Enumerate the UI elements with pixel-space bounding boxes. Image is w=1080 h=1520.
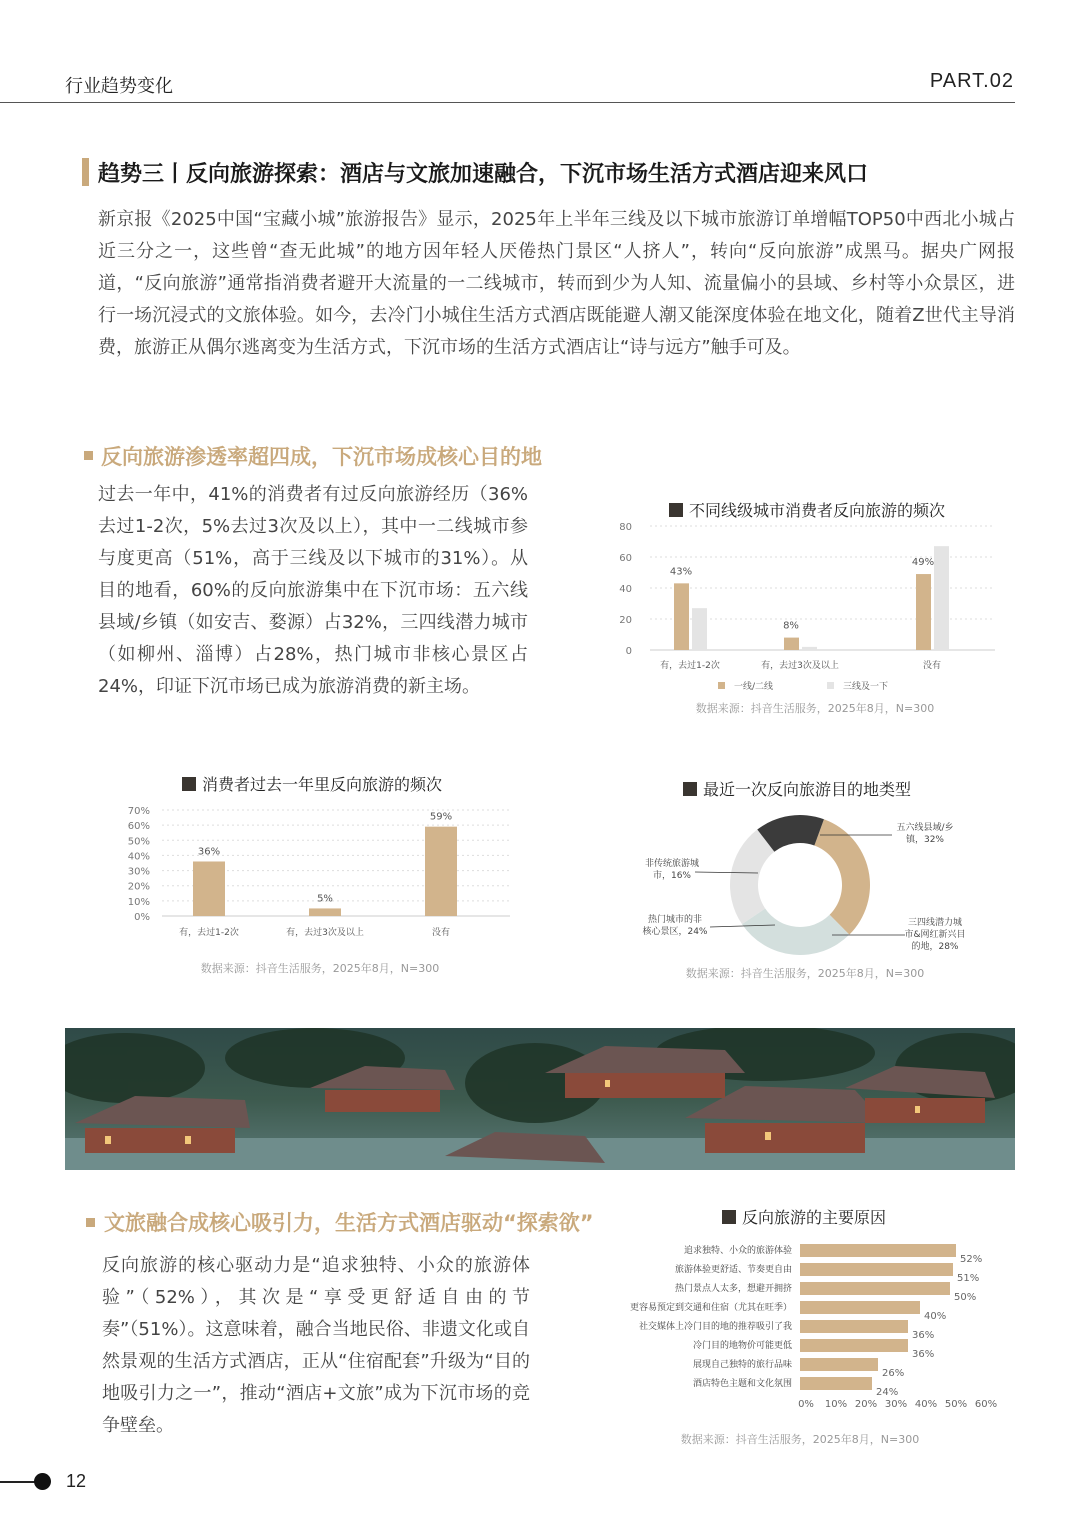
page-number: 12 [66, 1471, 87, 1491]
slice-label: 五六线县域/乡镇，32% [896, 823, 954, 845]
bar [800, 1282, 950, 1295]
chart-icon [669, 503, 683, 517]
y-tick-label: 0% [134, 912, 150, 923]
category-label: 热门景点人太多，想避开拥挤 [674, 1284, 792, 1294]
bar [800, 1339, 908, 1352]
x-tick-label: 40% [914, 1399, 938, 1410]
legend-label: 一线/二线 [734, 682, 774, 692]
y-tick-label: 40 [619, 584, 632, 595]
hotel-photo [65, 1028, 1015, 1170]
slice-label: 非传统旅游城市，16% [644, 859, 700, 881]
data-label: 51% [957, 1273, 980, 1284]
bar-tier12 [916, 574, 931, 650]
chart-main-reasons [600, 1200, 1000, 1455]
data-label: 43% [669, 566, 693, 578]
data-label: 26% [882, 1368, 905, 1379]
y-tick-label: 30% [127, 866, 150, 878]
x-tick-label: 没有 [431, 928, 451, 938]
intro-paragraph: 新京报《2025中国“宝藏小城”旅游报告》显示，2025年上半年三线及以下城市旅游订单增幅TOP50中西北小城占近三分之一，这些曾“查无此城”的地方因年轻人厌倦热门景区“人挤人”，转向“反向旅游”成黑马。据央广网报道，“反向旅游”通常指消费者避开大流量的一二线城市，转而到少为人知、流量偏小的县域、乡村等小众景区，进行一场沉浸式的文旅体验。如今，去冷门小城住生活方式酒店既能避人潮又能深度体验在地文化，随着Z世代主导消费，旅游正从偶尔逃离变为生活方式，下沉市场的生活方式酒店让“诗与远方”触手可及。 [98, 209, 1015, 358]
x-tick-label: 60% [974, 1399, 998, 1410]
bar-tier3 [802, 647, 817, 650]
y-tick-label: 20% [127, 881, 150, 893]
chart-title: 最近一次反向旅游目的地类型 [703, 780, 912, 799]
data-label: 36% [912, 1330, 935, 1341]
header-section-label: 行业趋势变化 [65, 76, 173, 97]
data-label: 8% [783, 620, 799, 632]
bar [800, 1263, 953, 1276]
footer-line [0, 1481, 36, 1483]
slice-label: 热门城市的非核心景区，24% [642, 915, 708, 937]
category-label: 追求独特、小众的旅游体验 [683, 1246, 792, 1256]
legend-swatch-tier3 [827, 682, 834, 689]
y-tick-label: 70% [127, 806, 150, 817]
subheading-bullet [86, 1218, 95, 1227]
category-label: 展现自己独特的旅行品味 [692, 1360, 792, 1370]
bar [800, 1301, 920, 1314]
x-tick-label: 有，去过1-2次 [179, 928, 239, 938]
sub1-paragraph: 过去一年中，41%的消费者有过反向旅游经历（36%去过1-2次，5%去过3次及以上），其中一二线城市参与度更高（51%，高于三线及以下城市的31%）。从目的地看，60%的反向旅游集中在下沉市场：五六线县域/乡镇（如安吉、婺源）占32%，三四线潜力城市（如柳州、淄博）占28%，热门城市非核心景区占24%，印证下沉市场已成为旅游消费的新主场。 [98, 484, 528, 697]
bar [800, 1377, 872, 1390]
x-tick-label: 10% [824, 1399, 848, 1410]
chart-source: 数据来源：抖音生活服务，2025年8月，N=300 [200, 962, 440, 975]
y-tick-label: 0 [625, 646, 632, 657]
chart-icon [722, 1210, 736, 1224]
y-tick-label: 60% [127, 821, 150, 833]
y-tick-label: 60 [619, 553, 632, 564]
data-label: 59% [429, 811, 453, 823]
chart-destination-type [600, 775, 1000, 985]
x-tick-label: 30% [884, 1399, 908, 1410]
category-label: 旅游体验更舒适、节奏更自由 [674, 1265, 792, 1275]
data-label: 24% [876, 1387, 899, 1398]
x-tick-label: 没有 [922, 661, 942, 671]
footer-dot [34, 1473, 51, 1490]
x-tick-label: 有，去过3次及以上 [286, 928, 364, 938]
bar-tier12 [674, 583, 689, 650]
legend-label: 三线及一下 [843, 682, 889, 692]
bar-tier3 [692, 608, 707, 650]
category-label: 社交媒体上冷门目的地的推荐吸引了我 [638, 1322, 792, 1332]
data-label: 50% [954, 1292, 977, 1303]
y-tick-label: 20 [619, 615, 632, 626]
donut-slice [730, 830, 774, 925]
bar [800, 1320, 908, 1333]
section-title: 趋势三丨反向旅游探索：酒店与文旅加速融合，下沉市场生活方式酒店迎来风口 [98, 162, 869, 187]
bar [425, 827, 457, 916]
bar [309, 908, 341, 916]
x-tick-label: 20% [854, 1399, 878, 1410]
x-tick-label: 有，去过1-2次 [660, 661, 720, 671]
sub2-paragraph: 反向旅游的核心驱动力是“追求独特、小众的旅游体验”（52%），其次是“享受更舒适自由的节奏”（51%）。这意味着，融合当地民俗、非遗文化或自然景观的生活方式酒店，正从“住宿配套”升级为“目的地吸引力之一”，推动“酒店+文旅”成为下沉市场的竞争壁垒。 [102, 1255, 530, 1436]
section-title-bar [82, 158, 89, 186]
x-tick-label: 有，去过3次及以上 [761, 661, 839, 671]
y-tick-label: 80 [619, 522, 632, 533]
data-label: 40% [924, 1311, 947, 1322]
subheading-2: 文旅融合成核心吸引力，生活方式酒店驱动“探索欲” [104, 1211, 594, 1235]
chart-source: 数据来源：抖音生活服务，2025年8月，N=300 [695, 702, 935, 715]
x-tick-label: 50% [944, 1399, 968, 1410]
chart-title: 消费者过去一年里反向旅游的频次 [202, 775, 443, 794]
y-tick-label: 50% [127, 836, 150, 848]
bar [800, 1358, 878, 1371]
y-tick-label: 10% [127, 896, 150, 908]
legend-swatch-tier12 [718, 682, 725, 689]
slice-label: 三四线潜力城市&网红新兴目的地，28% [904, 918, 966, 952]
data-label: 5% [317, 893, 333, 905]
chart-icon [683, 782, 697, 796]
category-label: 酒店特色主题和文化氛围 [692, 1379, 792, 1389]
subheading-bullet [84, 451, 93, 460]
chart-past-year-frequency [120, 770, 520, 980]
bar-tier12 [784, 638, 799, 650]
donut-slice [814, 819, 870, 934]
chart-title: 反向旅游的主要原因 [742, 1208, 887, 1227]
data-label: 49% [911, 557, 935, 569]
chart-source: 数据来源：抖音生活服务，2025年8月，N=300 [685, 967, 925, 980]
chart-title: 不同线级城市消费者反向旅游的频次 [689, 501, 946, 520]
y-tick-label: 40% [127, 851, 150, 863]
category-label: 冷门目的地物价可能更低 [692, 1341, 792, 1351]
category-label: 更容易预定到交通和住宿（尤其在旺季） [629, 1303, 792, 1313]
data-label: 36% [912, 1349, 935, 1360]
header-part-label: PART.02 [929, 70, 1014, 92]
x-tick-label: 0% [798, 1399, 814, 1410]
data-label: 36% [197, 846, 221, 858]
header-divider [0, 102, 1015, 103]
bar-tier3 [934, 546, 949, 650]
data-label: 52% [960, 1254, 983, 1265]
bar [193, 861, 225, 916]
chart-icon [182, 777, 196, 791]
chart-city-tier-frequency [610, 495, 1010, 720]
subheading-1: 反向旅游渗透率超四成，下沉市场成核心目的地 [101, 445, 542, 469]
chart-source: 数据来源：抖音生活服务，2025年8月，N=300 [680, 1433, 920, 1446]
bar [800, 1244, 956, 1257]
